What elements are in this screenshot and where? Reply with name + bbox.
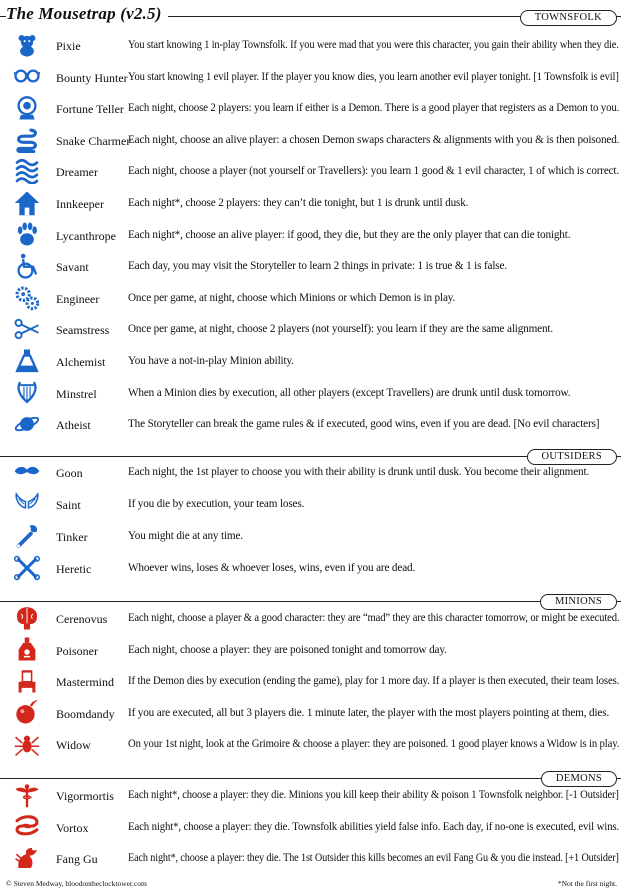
- scissors-icon: [10, 314, 44, 344]
- section-rule-demons: [0, 778, 621, 779]
- character-ability: If you are executed, all but 3 players die. 1 minute later, the player with the most players pointing at them, dies.: [128, 706, 610, 719]
- character-row-snake-charmer: [0, 125, 625, 157]
- character-ability: You have a not-in-play Minion ability.: [128, 355, 294, 367]
- character-name: Heretic: [56, 562, 92, 576]
- wrench-icon: [10, 521, 44, 551]
- planet-icon: [10, 409, 44, 439]
- character-name: Alchemist: [56, 355, 106, 369]
- house-icon: [10, 188, 44, 218]
- character-row-savant: [0, 251, 625, 283]
- character-name: Savant: [56, 260, 89, 275]
- character-row-widow: [0, 729, 625, 761]
- paw-icon: [10, 220, 44, 250]
- dream-waves-icon: [10, 156, 44, 186]
- character-name: Saint: [56, 498, 81, 512]
- character-ability: Each night*, choose a player: they die. Minions you kill keep their ability & poison 1 Townsfolk neighbor. [-1 Outsider]: [128, 789, 619, 801]
- character-row-fortune-teller: [0, 93, 625, 125]
- character-ability: Each night, choose an alive player: a chosen Demon swaps characters & alignments with you & is then poisoned.: [128, 133, 620, 146]
- vortex-icon: [10, 812, 44, 842]
- character-name: Atheist: [56, 418, 91, 433]
- gears-icon: [10, 283, 44, 313]
- character-ability: Once per game, at night, choose 2 players (not yourself): you learn if they are the same alignment.: [128, 323, 554, 336]
- character-row-vortox: [0, 812, 625, 844]
- character-ability: Each night*, choose a player: they die. Townsfolk abilities yield false info. Each day, if no-one is executed, evil wins.: [128, 820, 619, 833]
- character-row-minstrel: [0, 378, 625, 410]
- character-ability: Each night, choose a player (not yourself or Travellers): you learn 1 good & 1 evil character, 1 of which is correct.: [128, 165, 619, 178]
- character-name: Goon: [56, 466, 83, 480]
- character-ability: You might die at any time.: [128, 530, 243, 542]
- character-row-heretic: [0, 553, 625, 585]
- character-name: Tinker: [56, 530, 88, 544]
- flask-icon: [10, 346, 44, 376]
- character-name: Engineer: [56, 291, 100, 306]
- spider-icon: [10, 729, 44, 759]
- character-row-boomdandy: [0, 698, 625, 730]
- character-name: Vortox: [56, 820, 89, 835]
- poison-bottle-icon: [10, 635, 44, 665]
- character-ability: You start knowing 1 in-play Townsfolk. If you were mad that you were this character, you gain their ability when they die.: [128, 39, 619, 51]
- character-row-poisoner: [0, 635, 625, 667]
- mustache-icon: [10, 457, 44, 487]
- character-ability: Each night*, choose an alive player: if good, they die, but they are the only player that can die tonight.: [128, 228, 571, 241]
- crystal-ball-icon: [10, 93, 44, 123]
- character-name: Minstrel: [56, 386, 97, 401]
- character-row-cerenovus: [0, 603, 625, 635]
- script-title: The Mousetrap (v2.5): [6, 4, 168, 24]
- character-row-atheist: [0, 409, 625, 441]
- character-name: Snake Charmer: [56, 133, 131, 148]
- dragon-icon: [10, 843, 44, 873]
- character-ability: Each night, choose a player & a good character: they are “mad” they are this character tomorrow, or might be executed.: [128, 612, 620, 624]
- character-ability: Each night, choose a player: they are poisoned tonight and tomorrow day.: [128, 643, 447, 656]
- section-header-minions: MINIONS: [540, 594, 617, 610]
- throne-icon: [10, 666, 44, 696]
- crossed-bones-icon: [10, 553, 44, 583]
- character-row-alchemist: [0, 346, 625, 378]
- character-ability: Each night, the 1st player to choose you with their ability is drunk until dusk. You become their alignment.: [128, 466, 590, 478]
- character-name: Poisoner: [56, 643, 98, 658]
- character-row-mastermind: [0, 666, 625, 698]
- character-name: Fortune Teller: [56, 102, 124, 117]
- bomb-icon: [10, 698, 44, 728]
- character-row-fang-gu: [0, 843, 625, 875]
- character-ability: If the Demon dies by execution (ending the game), play for 1 more day. If a player is then executed, their team loses.: [128, 675, 620, 687]
- character-ability: Each night*, choose a player: they die. The 1st Outsider this kills becomes an evil Fang Gu & you die instead. [+1 Outsider]: [128, 852, 619, 864]
- character-row-bounty-hunter: [0, 62, 625, 94]
- character-name: Pixie: [56, 39, 81, 53]
- character-ability: Each night, choose 2 players: you learn if either is a Demon. There is a good player that registers as a Demon to you.: [128, 102, 620, 115]
- lyre-icon: [10, 378, 44, 408]
- character-row-innkeeper: [0, 188, 625, 220]
- character-ability: If you die by execution, your team loses.: [128, 498, 305, 510]
- character-row-engineer: [0, 283, 625, 315]
- character-row-dreamer: [0, 156, 625, 188]
- character-ability: On your 1st night, look at the Grimoire & choose a player: they are poisoned. 1 good player knows a Widow is in play.: [128, 738, 620, 750]
- character-ability: Each day, you may visit the Storyteller to learn 2 things in private: 1 is true & 1 is false.: [128, 260, 507, 273]
- character-name: Boomdandy: [56, 706, 115, 721]
- character-ability: Each night*, choose 2 players: they can’t die tonight, but 1 is drunk until dusk.: [128, 197, 469, 209]
- character-name: Vigormortis: [56, 789, 114, 803]
- glasses-icon: [10, 62, 44, 92]
- character-row-vigormortis: [0, 780, 625, 812]
- section-header-demons: DEMONS: [541, 771, 617, 787]
- section-rule-minions: [0, 601, 621, 602]
- character-name: Cerenovus: [56, 612, 108, 626]
- footer-note: *Not the first night.: [557, 879, 617, 888]
- character-name: Widow: [56, 738, 91, 752]
- character-ability: Once per game, at night, choose which Minions or which Demon is in play.: [128, 291, 456, 304]
- character-ability: When a Minion dies by execution, all other players (except Travellers) are drunk until dusk tomorrow.: [128, 386, 571, 399]
- brain-icon: [10, 603, 44, 633]
- teddy-bear-icon: [10, 30, 44, 60]
- character-ability: You start knowing 1 evil player. If the player you know dies, you learn another evil player tonight. [1 Townsfolk is evil]: [128, 70, 619, 83]
- character-row-saint: [0, 489, 625, 521]
- winged-staff-icon: [10, 780, 44, 810]
- character-name: Fang Gu: [56, 852, 98, 866]
- wheelchair-icon: [10, 251, 44, 281]
- character-name: Innkeeper: [56, 197, 104, 211]
- character-name: Bounty Hunter: [56, 70, 128, 85]
- character-name: Seamstress: [56, 323, 110, 338]
- section-header-townsfolk: TOWNSFOLK: [520, 10, 617, 26]
- section-header-outsiders: OUTSIDERS: [527, 449, 617, 465]
- character-name: Lycanthrope: [56, 228, 116, 243]
- footer-credit: © Steven Medway, bloodontheclocktower.com: [6, 879, 147, 888]
- character-name: Mastermind: [56, 675, 114, 689]
- character-row-lycanthrope: [0, 220, 625, 252]
- character-name: Dreamer: [56, 165, 98, 180]
- snake-icon: [10, 125, 44, 155]
- character-row-seamstress: [0, 314, 625, 346]
- wings-icon: [10, 489, 44, 519]
- character-row-pixie: [0, 30, 625, 62]
- character-ability: Whoever wins, loses & whoever loses, wins, even if you are dead.: [128, 562, 416, 574]
- character-ability: The Storyteller can break the game rules & if executed, good wins, even if you are dead. [No evil characters]: [128, 418, 600, 431]
- character-row-tinker: [0, 521, 625, 553]
